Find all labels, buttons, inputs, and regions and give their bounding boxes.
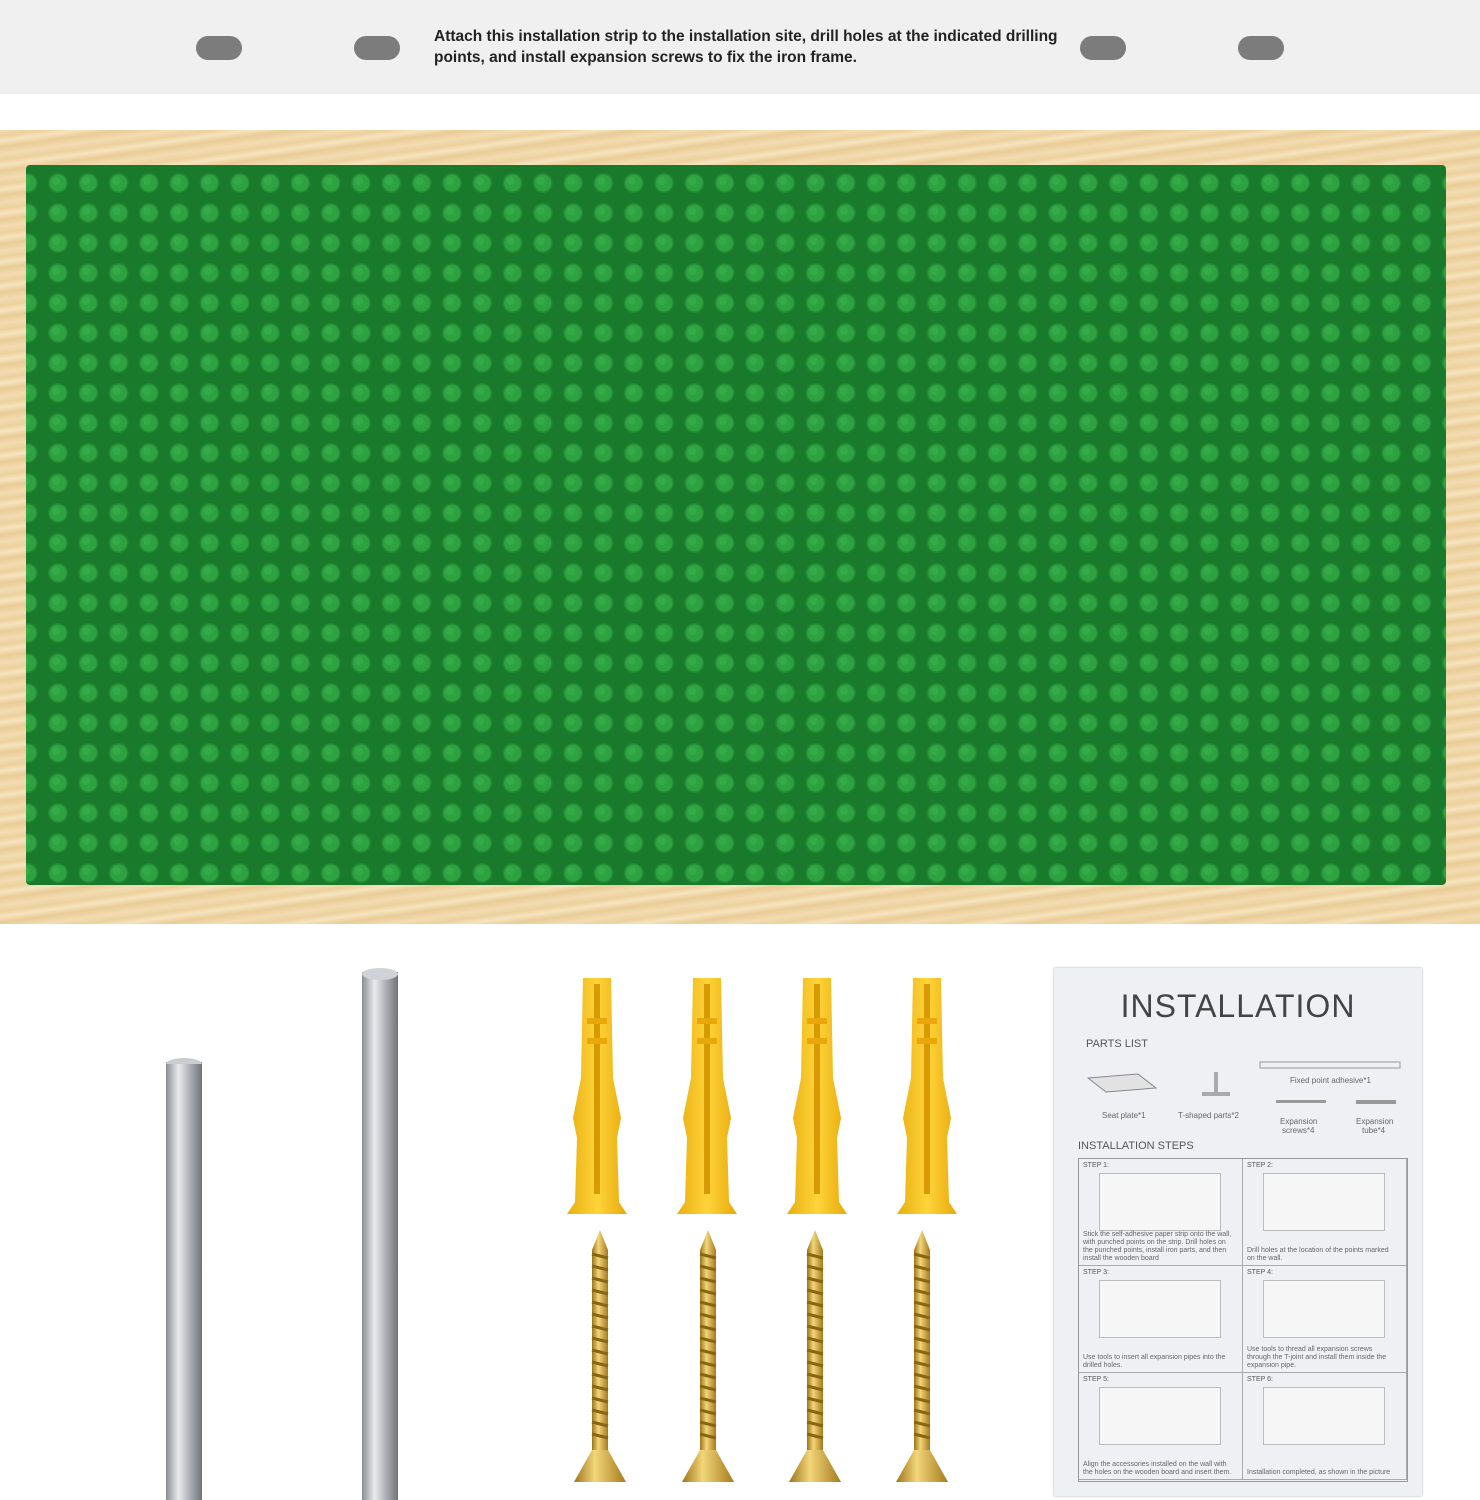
step-illustration bbox=[1099, 1280, 1221, 1338]
green-baseplate bbox=[26, 165, 1446, 885]
manual-title: INSTALLATION bbox=[1120, 988, 1356, 1024]
part-adhesive: Fixed point adhesive*1 bbox=[1290, 1076, 1371, 1085]
step-label: STEP 1: bbox=[1083, 1162, 1109, 1169]
step-cell bbox=[1079, 1373, 1243, 1480]
steps-grid bbox=[1078, 1158, 1408, 1482]
installation-strip bbox=[0, 0, 1480, 94]
part-tube-a: Expansion bbox=[1356, 1117, 1394, 1126]
step-text: Use tools to insert all expansion pipes into the drilled holes. bbox=[1083, 1354, 1226, 1369]
part-seat-plate: Seat plate*1 bbox=[1102, 1111, 1146, 1120]
step-cell bbox=[1079, 1266, 1243, 1373]
expansion-screw bbox=[574, 1230, 626, 1482]
part-screws-a: Expansion bbox=[1280, 1117, 1318, 1126]
step-text: Use tools to thread all expansion screws through the T-joint and install them inside the expansion pipe. bbox=[1247, 1346, 1387, 1369]
part-t-shaped: T-shaped parts*2 bbox=[1178, 1111, 1239, 1120]
steps-heading: INSTALLATION STEPS bbox=[1078, 1140, 1194, 1152]
expansion-tube bbox=[677, 978, 737, 1214]
step-cell bbox=[1243, 1373, 1407, 1480]
expansion-tube bbox=[897, 978, 957, 1214]
expansion-screw bbox=[682, 1230, 734, 1482]
drill-point bbox=[1080, 36, 1126, 60]
step-label: STEP 5: bbox=[1083, 1376, 1109, 1383]
step-text: Align the accessories installed on the wall with the holes on the wooden board and insert them. bbox=[1083, 1461, 1232, 1476]
t-bracket bbox=[254, 968, 512, 1500]
part-screws-b: screws*4 bbox=[1282, 1126, 1315, 1135]
step-cell bbox=[1079, 1159, 1243, 1266]
parts-list-heading: PARTS LIST bbox=[1086, 1038, 1148, 1050]
step-label: STEP 4: bbox=[1247, 1269, 1273, 1276]
part-tube-b: tube*4 bbox=[1362, 1126, 1386, 1135]
drill-point bbox=[1238, 36, 1284, 60]
drill-point bbox=[354, 36, 400, 60]
step-illustration bbox=[1263, 1387, 1385, 1445]
t-bracket-rod bbox=[166, 1064, 202, 1500]
step-text: Installation completed, as shown in the picture bbox=[1247, 1469, 1391, 1476]
step-cell bbox=[1243, 1266, 1407, 1373]
drill-point bbox=[196, 36, 242, 60]
step-text: Stick the self-adhesive paper strip onto the wall, with punched points on the strip. Drill holes on the punched points, install iron parts, and then install the wooden board bbox=[1083, 1231, 1232, 1262]
step-label: STEP 6: bbox=[1247, 1376, 1273, 1383]
expansion-tube bbox=[567, 978, 627, 1214]
step-illustration bbox=[1263, 1173, 1385, 1231]
baseplate-studs bbox=[26, 165, 1446, 885]
step-illustration bbox=[1099, 1173, 1221, 1231]
step-label: STEP 3: bbox=[1083, 1269, 1109, 1276]
step-text: Drill holes at the location of the points marked on the wall. bbox=[1247, 1247, 1389, 1262]
step-illustration bbox=[1263, 1280, 1385, 1338]
step-illustration bbox=[1099, 1387, 1221, 1445]
expansion-screw bbox=[789, 1230, 841, 1482]
step-label: STEP 2: bbox=[1247, 1162, 1273, 1169]
installation-manual bbox=[1054, 968, 1422, 1496]
expansion-tube bbox=[787, 978, 847, 1214]
expansion-screw bbox=[896, 1230, 948, 1482]
strip-instruction: Attach this installation strip to the installation site, drill holes at the indicated drilling points, and install expansion screws to fix the iron frame. bbox=[434, 28, 1058, 66]
step-cell bbox=[1243, 1159, 1407, 1266]
